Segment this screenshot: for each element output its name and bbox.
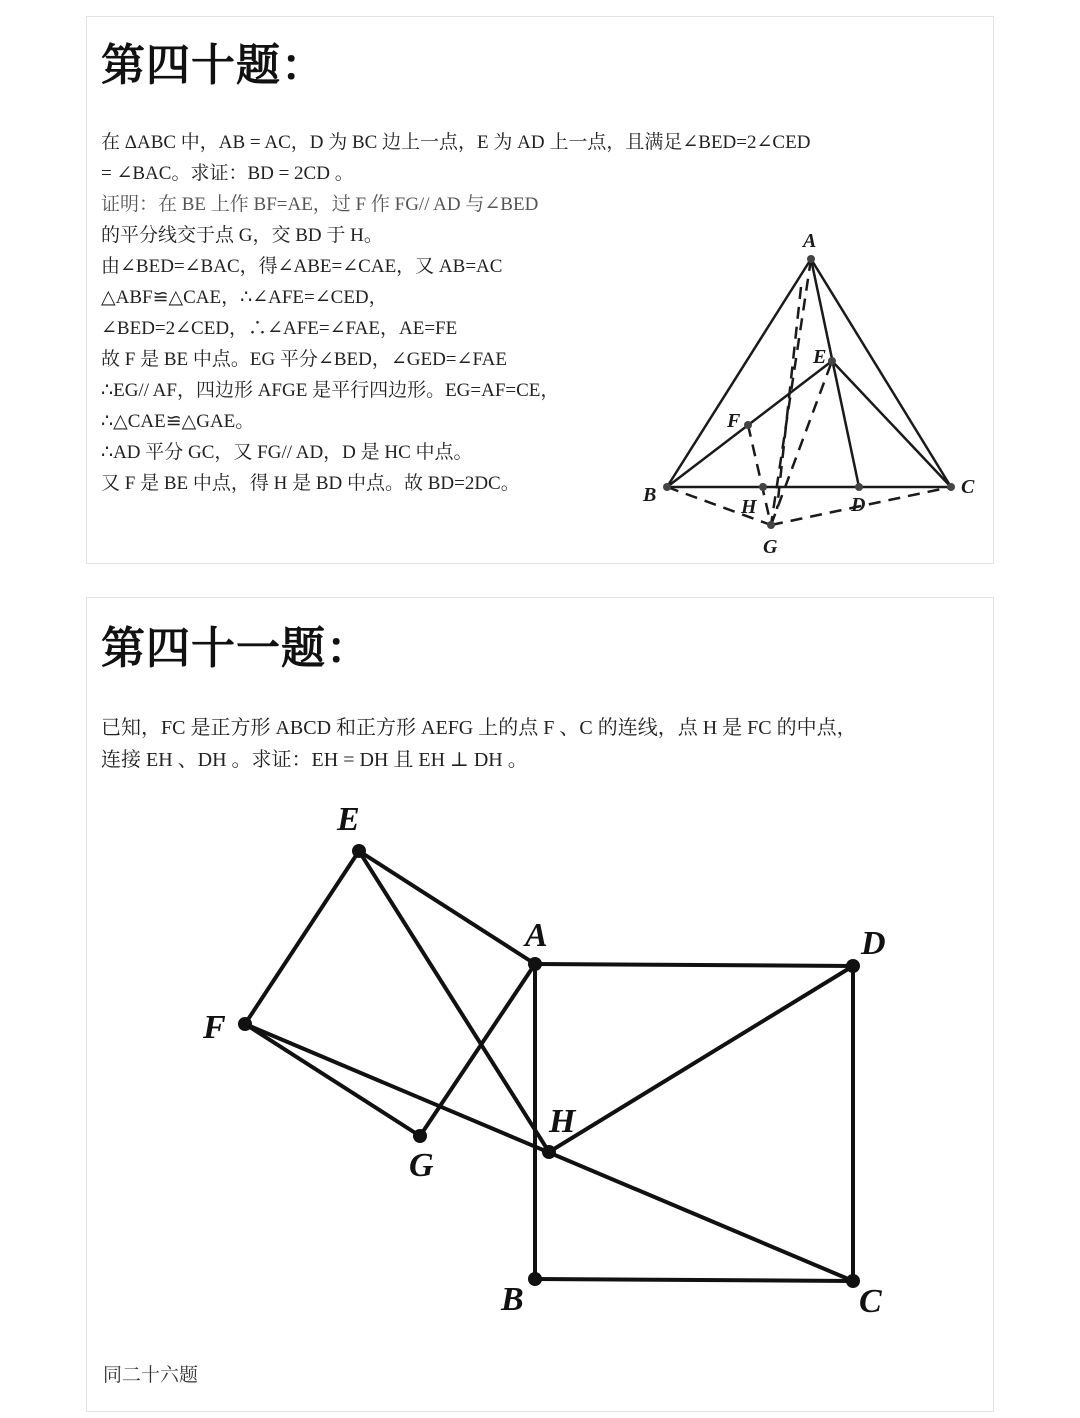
- point-g: [413, 1129, 427, 1143]
- label-a: A: [525, 917, 548, 954]
- point-b: [663, 483, 671, 491]
- label-d: D: [851, 494, 866, 516]
- point-a: [528, 957, 542, 971]
- segment-ag-inner: [777, 287, 801, 509]
- proof-line: △ABF≌△CAE，∴∠AFE=∠CED，: [101, 287, 388, 308]
- proof-line: 证明：在 BE 上作 BF=AE，过 F 作 FG// AD 与∠BED: [101, 194, 539, 215]
- label-b: B: [643, 484, 657, 506]
- problem-40-card: [86, 16, 994, 564]
- point-d: [855, 483, 863, 491]
- proof-line: 故 F 是 BE 中点。EG 平分∠BED，∠GED=∠FAE: [101, 349, 507, 370]
- problem-statement-line: 在 ΔABC 中，AB = AC，D 为 BC 边上一点，E 为 AD 上一点，且满足∠BED=2∠CED: [101, 132, 811, 153]
- point-f: [744, 421, 752, 429]
- point-g: [767, 521, 775, 529]
- point-c: [846, 1274, 860, 1288]
- segment-hd: [549, 966, 853, 1152]
- label-b: B: [501, 1281, 524, 1318]
- point-f: [238, 1017, 252, 1031]
- point-b: [528, 1272, 542, 1286]
- segment-cb: [535, 1279, 853, 1281]
- label-e: E: [337, 801, 360, 838]
- label-e: E: [813, 346, 827, 368]
- label-f: F: [203, 1009, 226, 1046]
- label-g: G: [409, 1147, 434, 1184]
- label-c: C: [859, 1283, 882, 1320]
- label-c: C: [961, 476, 975, 498]
- point-c: [947, 483, 955, 491]
- label-a: A: [803, 230, 817, 252]
- segment-ef: [245, 851, 359, 1024]
- proof-line: 由∠BED=∠BAC，得∠ABE=∠CAE，又 AB=AC: [101, 256, 503, 277]
- proof-line: ∴△CAE≌△GAE。: [101, 411, 255, 432]
- problem-statement-line: = ∠BAC。求证：BD = 2CD 。: [101, 163, 354, 184]
- segment-ec: [832, 361, 951, 487]
- label-d: D: [861, 925, 886, 962]
- segment-ga: [420, 964, 535, 1136]
- problem-41-note: 同二十六题: [103, 1365, 199, 1386]
- proof-line: 的平分线交于点 G，交 BD 于 H。: [101, 225, 383, 246]
- problem-41-card: [86, 597, 994, 1412]
- problem-41-title: 第四十一题：: [101, 623, 371, 674]
- squares-figure: [177, 788, 997, 1348]
- point-e: [352, 844, 366, 858]
- proof-line: ∠BED=2∠CED，∴∠AFE=∠FAE，AE=FE: [101, 318, 458, 339]
- point-h: [759, 483, 767, 491]
- segment-ea: [359, 851, 535, 964]
- proof-line: 又 F 是 BE 中点，得 H 是 BD 中点。故 BD=2DC。: [101, 473, 520, 494]
- triangle-figure: [627, 217, 977, 567]
- proof-line: ∴EG// AF，四边形 AFGE 是平行四边形。EG=AF=CE，: [101, 380, 560, 401]
- problem-40-title: 第四十题：: [101, 40, 326, 91]
- segment-ad: [535, 964, 853, 966]
- segment-eh: [359, 851, 549, 1152]
- point-d: [846, 959, 860, 973]
- point-h: [542, 1145, 556, 1159]
- label-h: H: [741, 496, 757, 518]
- label-f: F: [727, 410, 741, 432]
- proof-line: ∴AD 平分 GC，又 FG// AD，D 是 HC 中点。: [101, 442, 473, 463]
- problem-41-text: [101, 712, 985, 776]
- problem-statement-line: 已知，FC 是正方形 ABCD 和正方形 AEFG 上的点 F 、C 的连线，点 H 是 FC 的中点，: [101, 717, 857, 739]
- problem-statement-line: 连接 EH 、DH 。求证：EH = DH 且 EH ⊥ DH 。: [101, 749, 528, 771]
- point-e: [828, 357, 836, 365]
- segment-fg: [245, 1024, 420, 1136]
- segment-ac: [811, 259, 951, 487]
- point-a: [807, 255, 815, 263]
- label-g: G: [763, 536, 778, 558]
- segment-ab: [667, 259, 811, 487]
- label-h: H: [549, 1103, 576, 1140]
